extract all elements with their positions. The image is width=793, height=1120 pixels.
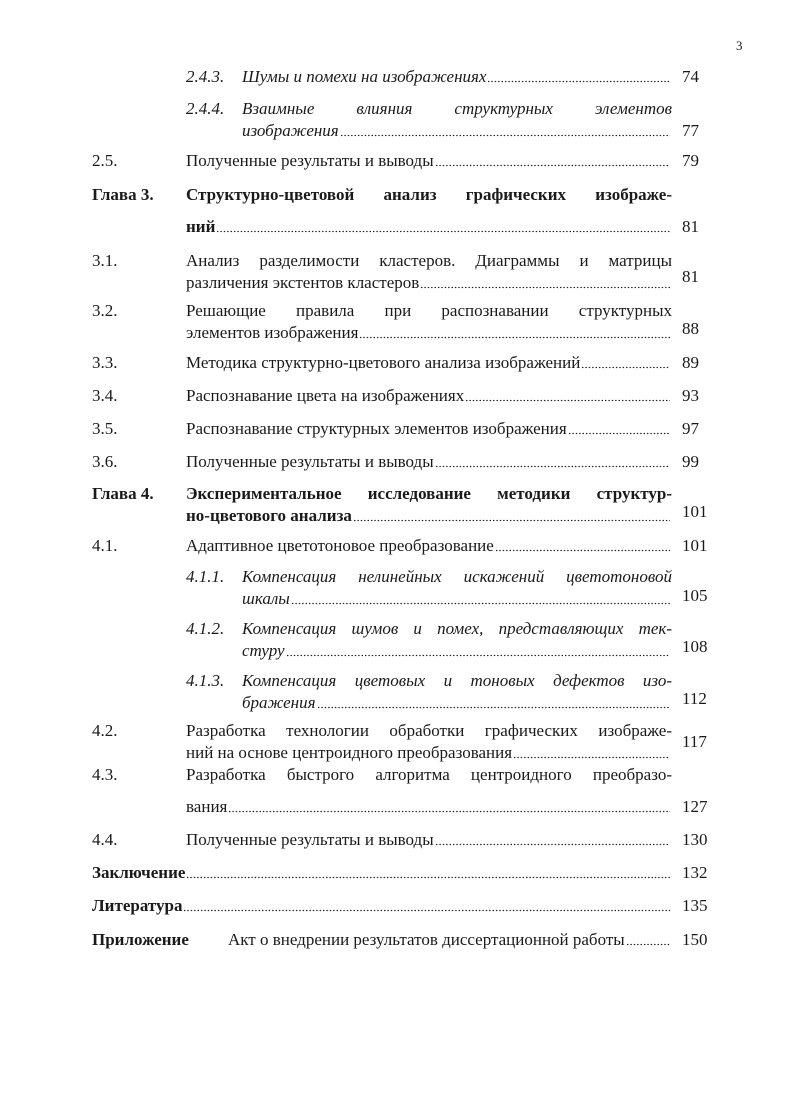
entry-number: 4.2. <box>92 721 118 740</box>
entry-number: 4.4. <box>92 830 118 849</box>
entry-page: 89 <box>682 353 699 372</box>
entry-number: 3.1. <box>92 251 118 270</box>
toc-entry-4-1[interactable] <box>0 535 793 557</box>
entry-title-line-2: изображения <box>242 120 672 142</box>
entry-title: Акт о внедрении результатов диссертационной работы <box>228 929 672 951</box>
entry-title-line-1: Компенсация нелинейных искажений цветотоновой <box>242 567 672 586</box>
entry-title: Распознавание цвета на изображениях <box>186 385 672 407</box>
entry-page: 132 <box>682 863 708 882</box>
entry-number: Глава 4. <box>92 484 154 503</box>
toc-entry-chapter-4[interactable] <box>0 483 793 527</box>
toc-entry-3-2[interactable] <box>0 300 793 344</box>
entry-number: 4.1.2. <box>186 619 225 638</box>
entry-title-line-1: Компенсация цветовых и тоновых дефектов изо- <box>242 671 672 690</box>
entry-title: Заключение <box>92 862 672 884</box>
entry-page: 150 <box>682 930 708 949</box>
entry-number: 3.6. <box>92 452 118 471</box>
entry-title: Адаптивное цветотоновое преобразование <box>186 535 672 557</box>
toc-entry-references[interactable] <box>0 895 793 917</box>
entry-page: 108 <box>682 637 708 656</box>
entry-page: 79 <box>682 151 699 170</box>
entry-number: 4.3. <box>92 765 118 784</box>
entry-title-line-1: Разработка быстрого алгоритма центроидного преобразо- <box>186 765 672 784</box>
entry-title-line-1: Взаимные влияния структурных элементов <box>242 99 672 118</box>
entry-number: 3.2. <box>92 301 118 320</box>
entry-title-line-2: бражения <box>242 692 672 714</box>
entry-number: 3.3. <box>92 353 118 372</box>
entry-page: 88 <box>682 319 699 338</box>
entry-page: 101 <box>682 536 708 555</box>
entry-title: Полученные результаты и выводы <box>186 829 672 851</box>
entry-title-line-2: вания <box>186 796 672 818</box>
entry-title-line-2: элементов изображения <box>186 322 672 344</box>
toc-entry-3-3[interactable] <box>0 352 793 374</box>
entry-title-line-1: Экспериментальное исследование методики структур- <box>186 484 672 503</box>
toc-entry-4-1-3[interactable] <box>0 670 793 714</box>
entry-title-line-1: Компенсация шумов и помех, представляющих тек- <box>242 619 672 638</box>
toc-entry-chapter-3[interactable] <box>0 184 793 240</box>
entry-title-line-1: Анализ разделимости кластеров. Диаграммы и матрицы <box>186 251 672 270</box>
entry-title: Литература <box>92 895 672 917</box>
entry-title-line-1: Разработка технологии обработки графических изображе- <box>186 721 672 740</box>
entry-title-line-1: Решающие правила при распознавании структурных <box>186 301 672 320</box>
entry-number: 3.4. <box>92 386 118 405</box>
toc-entry-3-5[interactable] <box>0 418 793 440</box>
entry-page: 105 <box>682 586 708 605</box>
entry-page: 101 <box>682 502 708 521</box>
toc-entry-3-6[interactable] <box>0 451 793 473</box>
page-number: 3 <box>736 38 743 53</box>
entry-number: 2.4.3. <box>186 67 225 86</box>
entry-page: 117 <box>682 732 707 751</box>
toc-entry-3-4[interactable] <box>0 385 793 407</box>
entry-page: 127 <box>682 797 708 816</box>
toc-entry-4-2[interactable] <box>0 720 793 764</box>
toc-entry-3-1[interactable] <box>0 250 793 294</box>
entry-page: 81 <box>682 217 699 236</box>
toc-entry-appendix[interactable] <box>0 929 793 951</box>
entry-page: 112 <box>682 689 707 708</box>
entry-page: 77 <box>682 121 699 140</box>
entry-title: Полученные результаты и выводы <box>186 451 672 473</box>
entry-title-line-2: но-цветового анализа <box>186 505 672 527</box>
toc-entry-4-1-1[interactable] <box>0 566 793 610</box>
entry-page: 93 <box>682 386 699 405</box>
toc-entry-2-4-4[interactable] <box>0 98 793 142</box>
toc-entry-conclusion[interactable] <box>0 862 793 884</box>
toc-entry-4-3[interactable] <box>0 764 793 820</box>
toc-entry-2-5[interactable] <box>0 150 793 172</box>
entry-number: Приложение <box>92 930 189 949</box>
entry-number: 4.1. <box>92 536 118 555</box>
entry-title-line-2: стуру <box>242 640 672 662</box>
entry-number: Глава 3. <box>92 185 154 204</box>
entry-title: Методика структурно-цветового анализа изображений <box>186 352 672 374</box>
entry-number: 2.5. <box>92 151 118 170</box>
entry-title-line-2: ний на основе центроидного преобразования <box>186 742 672 764</box>
entry-title: Шумы и помехи на изображениях <box>242 66 672 88</box>
entry-title: Полученные результаты и выводы <box>186 150 672 172</box>
toc-entry-4-4[interactable] <box>0 829 793 851</box>
entry-title: Распознавание структурных элементов изображения <box>186 418 672 440</box>
entry-page: 135 <box>682 896 708 915</box>
entry-title-line-2: различения экстентов кластеров <box>186 272 672 294</box>
entry-title-line-1: Структурно-цветовой анализ графических изображе- <box>186 185 672 204</box>
entry-number: 4.1.3. <box>186 671 225 690</box>
entry-page: 99 <box>682 452 699 471</box>
entry-page: 81 <box>682 267 699 286</box>
entry-number: 2.4.4. <box>186 99 225 118</box>
entry-title-line-2: ний <box>186 216 672 238</box>
entry-title-line-2: шкалы <box>242 588 672 610</box>
toc-entry-2-4-3[interactable] <box>0 66 793 88</box>
entry-number: 4.1.1. <box>186 567 225 586</box>
entry-page: 74 <box>682 67 699 86</box>
toc-entry-4-1-2[interactable] <box>0 618 793 662</box>
entry-page: 97 <box>682 419 699 438</box>
entry-page: 130 <box>682 830 708 849</box>
entry-number: 3.5. <box>92 419 118 438</box>
